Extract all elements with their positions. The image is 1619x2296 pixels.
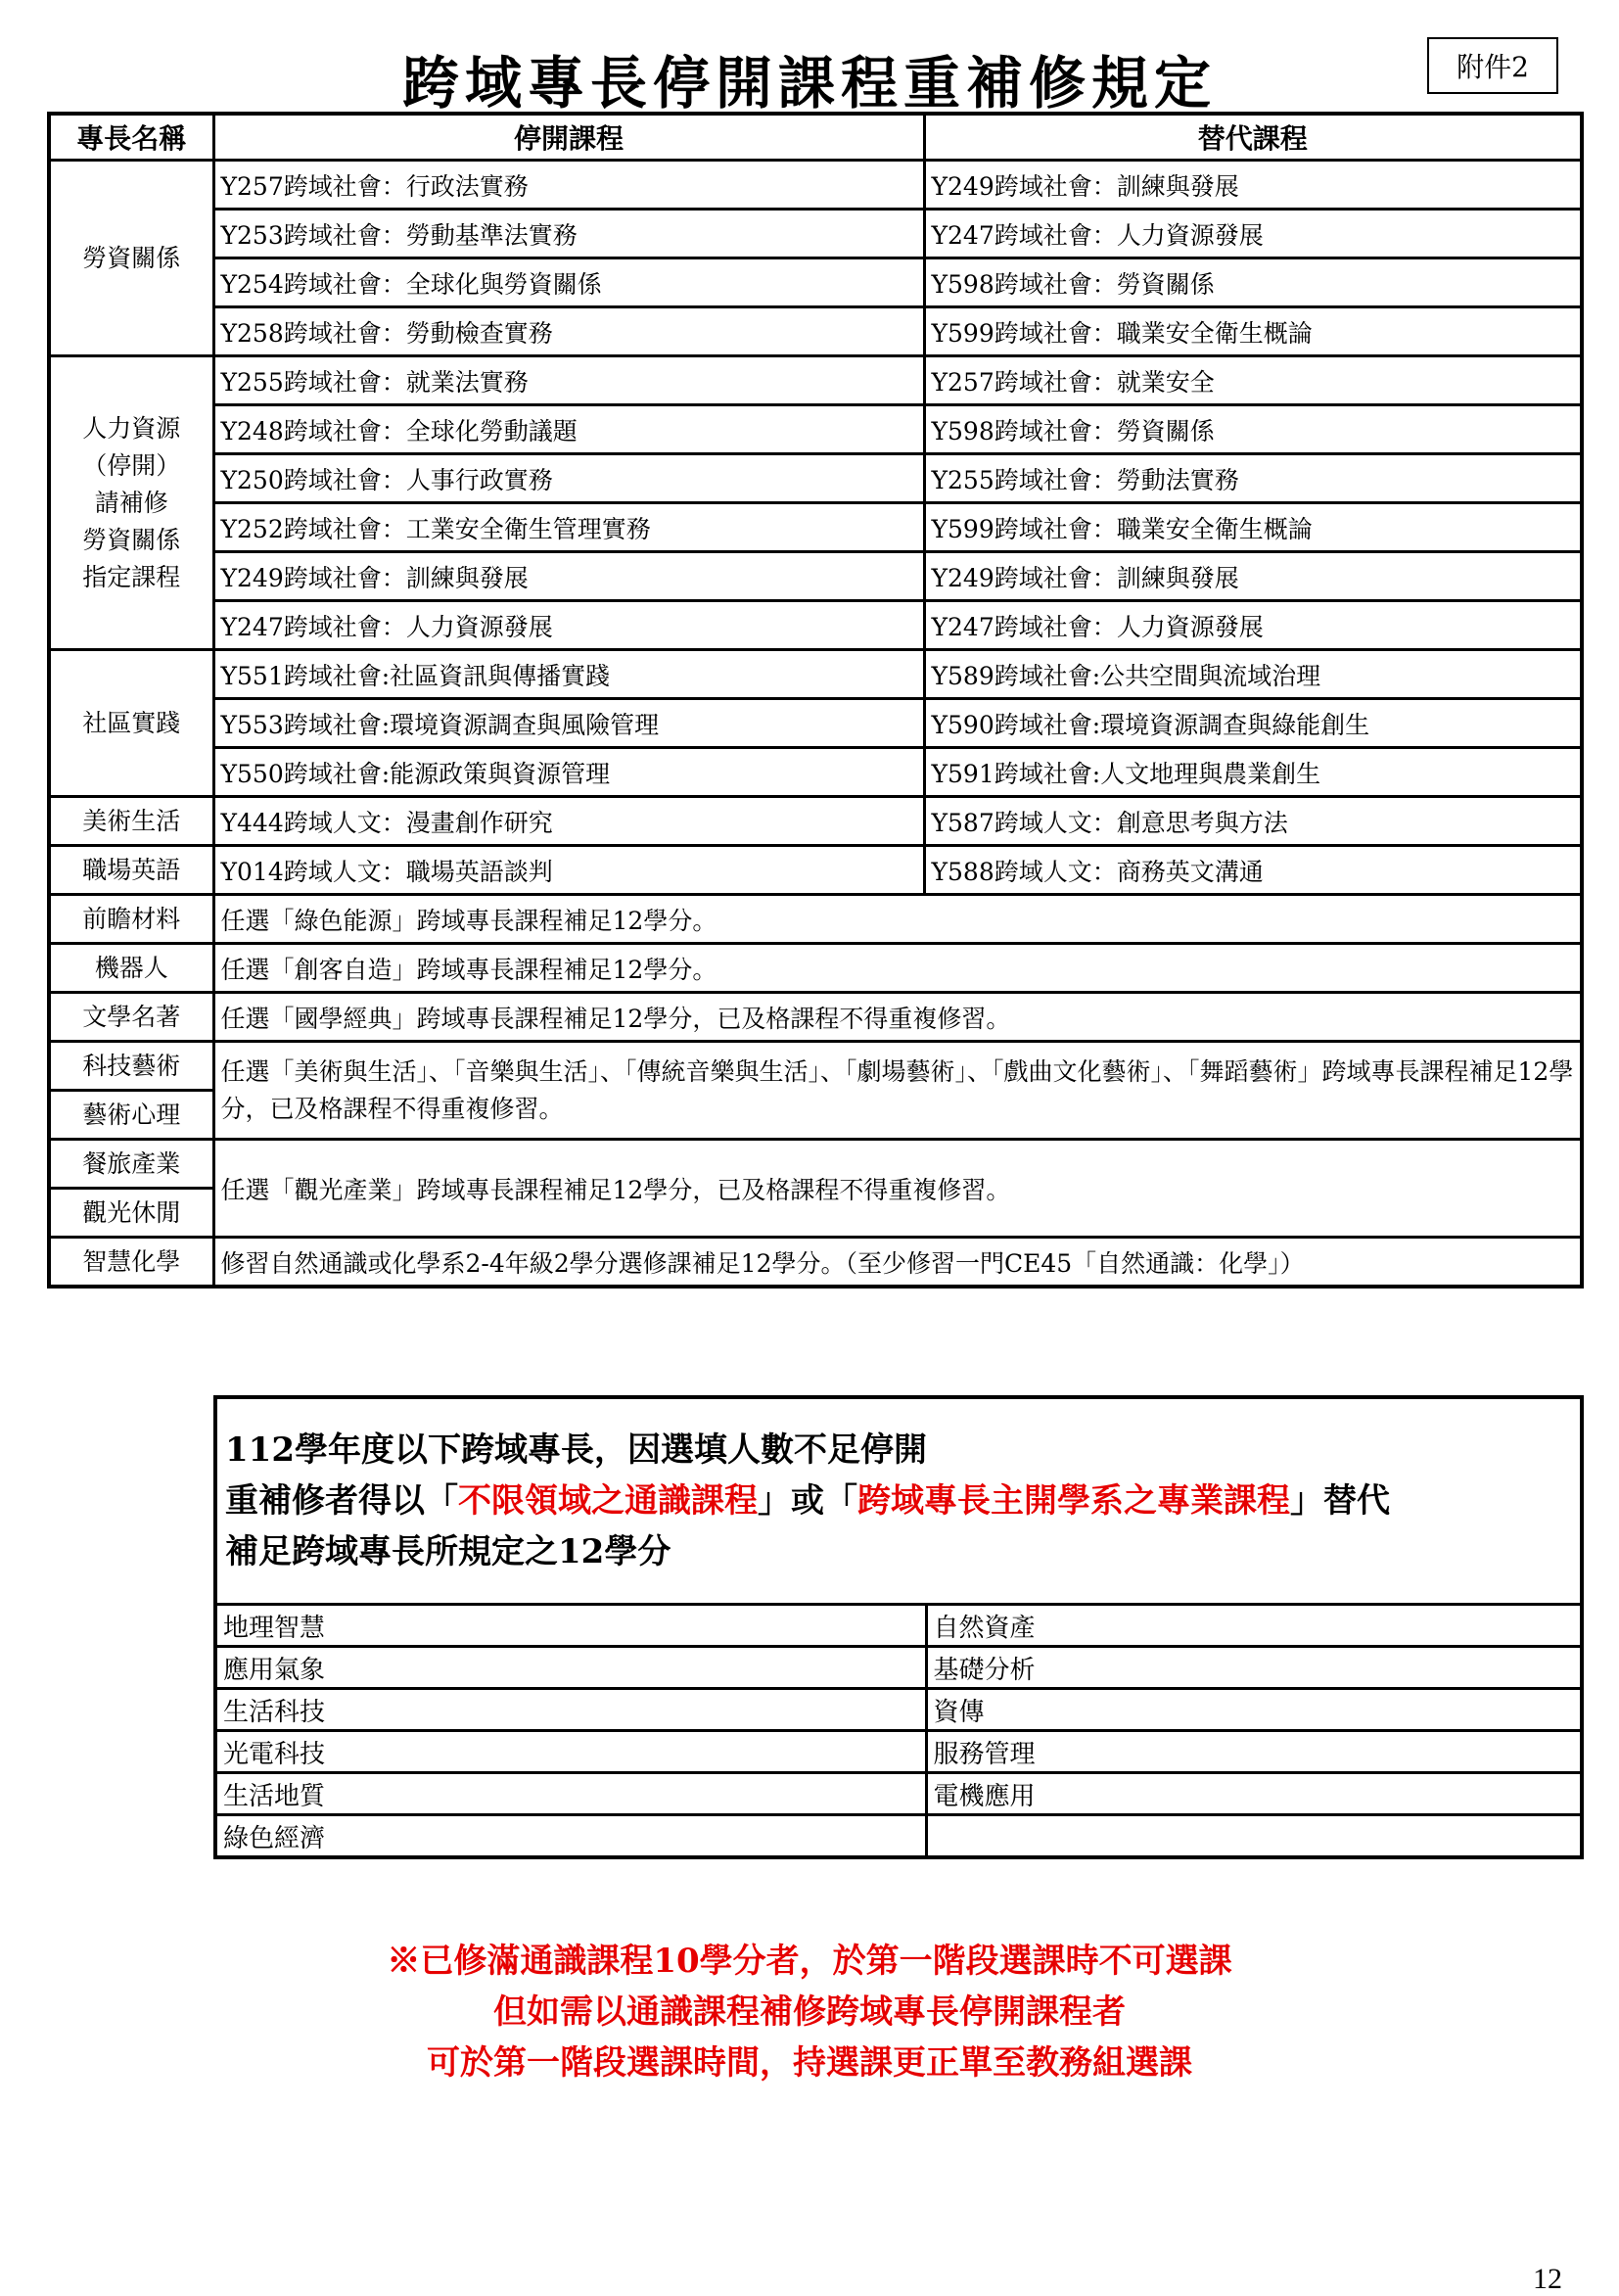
table-row	[49, 699, 1582, 748]
table-row	[49, 797, 1582, 846]
suspended-course: Y247跨域社會：人力資源發展	[213, 601, 924, 650]
specialty-name	[49, 356, 213, 650]
suspended-course: Y255跨域社會：就業法實務	[213, 356, 924, 405]
substitute-course: Y247跨域社會：人力資源發展	[924, 210, 1582, 258]
specialty-name: 機器人	[49, 944, 213, 993]
table-row	[49, 1140, 1582, 1189]
rule-text: 修習自然通識或化學系2-4年級2學分選修課補足12學分。（至少修習一門CE45「自然通識：化學」）	[213, 1238, 1582, 1288]
suspended-course: Y014跨域人文：職場英語談判	[213, 846, 924, 895]
suspended-course: Y444跨域人文：漫畫創作研究	[213, 797, 924, 846]
table-row	[49, 650, 1582, 699]
substitute-course: Y590跨域社會:環境資源調查與綠能創生	[924, 699, 1582, 748]
specialty-name: 文學名著	[49, 993, 213, 1042]
substitute-course: Y247跨域社會：人力資源發展	[924, 601, 1582, 650]
footer-note	[0, 1936, 1619, 2088]
course-table	[47, 112, 1584, 1289]
footer-note-line: ※已修滿通識課程10學分者，於第一階段選課時不可選課	[387, 1942, 1232, 1981]
suspended-course: Y257跨域社會：行政法實務	[213, 161, 924, 210]
rule-text: 任選「綠色能源」跨域專長課程補足12學分。	[213, 895, 1582, 944]
page-number: 12	[1533, 2263, 1562, 2295]
specialty-item: 自然資產	[926, 1605, 1582, 1647]
specialty-name-line: 指定課程	[82, 562, 181, 591]
suspended-course: Y553跨域社會:環境資源調查與風險管理	[213, 699, 924, 748]
table-row	[49, 1238, 1582, 1288]
notice-row	[215, 1647, 1582, 1689]
specialty-name-line: 人力資源	[82, 413, 181, 443]
substitute-course: Y599跨域社會：職業安全衛生概論	[924, 307, 1582, 356]
notice-line	[225, 1476, 1572, 1526]
substitute-course: Y589跨域社會:公共空間與流域治理	[924, 650, 1582, 699]
specialty-item: 地理智慧	[215, 1605, 926, 1647]
suspended-course: Y248跨域社會：全球化勞動議題	[213, 405, 924, 454]
suspended-course: Y252跨域社會：工業安全衛生管理實務	[213, 503, 924, 552]
table-row	[49, 944, 1582, 993]
table-row	[49, 454, 1582, 503]
specialty-name: 美術生活	[49, 797, 213, 846]
specialty-name: 前瞻材料	[49, 895, 213, 944]
notice-fragment: 」或「	[758, 1481, 857, 1521]
notice-text	[215, 1397, 1582, 1605]
specialty-item: 生活科技	[215, 1689, 926, 1731]
notice-row	[215, 1773, 1582, 1815]
table-row	[49, 993, 1582, 1042]
notice-header-row	[215, 1397, 1582, 1605]
specialty-name: 社區實踐	[49, 650, 213, 797]
specialty-name-line: （停開）	[82, 450, 181, 480]
specialty-item: 光電科技	[215, 1731, 926, 1773]
specialty-item: 綠色經濟	[215, 1815, 926, 1858]
footer-note-line: 可於第一階段選課時間，持選課更正單至教務組選課	[427, 2043, 1192, 2083]
notice-table	[213, 1395, 1584, 1859]
suspended-course: Y249跨域社會：訓練與發展	[213, 552, 924, 601]
specialty-name-line: 請補修	[94, 488, 168, 517]
specialty-name: 職場英語	[49, 846, 213, 895]
specialty-item: 應用氣象	[215, 1647, 926, 1689]
suspended-course: Y254跨域社會：全球化與勞資關係	[213, 258, 924, 307]
suspended-course: Y258跨域社會：勞動檢查實務	[213, 307, 924, 356]
notice-highlight: 跨域專長主開學系之專業課程	[857, 1481, 1290, 1521]
table-row	[49, 601, 1582, 650]
suspended-course: Y250跨域社會：人事行政實務	[213, 454, 924, 503]
rule-text: 任選「美術與生活」、「音樂與生活」、「傳統音樂與生活」、「劇場藝術」、「戲曲文化藝術」、「舞蹈藝術」跨域專長課程補足12學分，已及格課程不得重複修習。	[213, 1042, 1582, 1140]
table-row	[49, 356, 1582, 405]
specialty-name-line: 勞資關係	[82, 525, 181, 554]
suspended-course: Y253跨域社會：勞動基準法實務	[213, 210, 924, 258]
notice-highlight: 不限領域之通識課程	[458, 1481, 758, 1521]
substitute-course: Y598跨域社會：勞資關係	[924, 258, 1582, 307]
header-suspended-course: 停開課程	[213, 114, 924, 161]
substitute-course: Y249跨域社會：訓練與發展	[924, 552, 1582, 601]
substitute-course: Y587跨域人文：創意思考與方法	[924, 797, 1582, 846]
notice-line: 112學年度以下跨域專長，因選填人數不足停開	[225, 1430, 927, 1470]
specialty-item: 生活地質	[215, 1773, 926, 1815]
suspended-course: Y550跨域社會:能源政策與資源管理	[213, 748, 924, 797]
header-substitute-course: 替代課程	[924, 114, 1582, 161]
attachment-label: 附件2	[1427, 37, 1558, 94]
specialty-name: 智慧化學	[49, 1238, 213, 1288]
notice-row	[215, 1689, 1582, 1731]
table-row	[49, 503, 1582, 552]
table-row	[49, 895, 1582, 944]
table-row	[49, 748, 1582, 797]
substitute-course: Y588跨域人文：商務英文溝通	[924, 846, 1582, 895]
rule-text: 任選「國學經典」跨域專長課程補足12學分，已及格課程不得重複修習。	[213, 993, 1582, 1042]
specialty-item: 資傳	[926, 1689, 1582, 1731]
table-row	[49, 161, 1582, 210]
notice-fragment: 」替代	[1290, 1481, 1390, 1521]
table-row	[49, 1042, 1582, 1091]
header-specialty: 專長名稱	[49, 114, 213, 161]
table-row	[49, 846, 1582, 895]
specialty-name: 藝術心理	[49, 1091, 213, 1140]
notice-row	[215, 1605, 1582, 1647]
notice-line: 補足跨域專長所規定之12學分	[225, 1532, 671, 1571]
footer-note-line: 但如需以通識課程補修跨域專長停開課程者	[493, 1992, 1126, 2032]
page-title: 跨域專長停開課程重補修規定	[401, 50, 1217, 117]
notice-row	[215, 1731, 1582, 1773]
rule-text: 任選「觀光產業」跨域專長課程補足12學分，已及格課程不得重複修習。	[213, 1140, 1582, 1238]
specialty-item: 服務管理	[926, 1731, 1582, 1773]
specialty-name: 餐旅產業	[49, 1140, 213, 1189]
table-row	[49, 405, 1582, 454]
substitute-course: Y255跨域社會：勞動法實務	[924, 454, 1582, 503]
notice-fragment: 重補修者得以「	[225, 1481, 458, 1521]
suspended-course: Y551跨域社會:社區資訊與傳播實踐	[213, 650, 924, 699]
substitute-course: Y599跨域社會：職業安全衛生概論	[924, 503, 1582, 552]
table-row	[49, 307, 1582, 356]
specialty-item: 電機應用	[926, 1773, 1582, 1815]
rule-text: 任選「創客自造」跨域專長課程補足12學分。	[213, 944, 1582, 993]
table-header-row	[49, 114, 1582, 161]
specialty-item	[926, 1815, 1582, 1858]
specialty-name: 科技藝術	[49, 1042, 213, 1091]
table-row	[49, 258, 1582, 307]
table-row	[49, 552, 1582, 601]
substitute-course: Y598跨域社會：勞資關係	[924, 405, 1582, 454]
substitute-course: Y591跨域社會:人文地理與農業創生	[924, 748, 1582, 797]
specialty-name: 觀光休閒	[49, 1189, 213, 1238]
table-row	[49, 210, 1582, 258]
substitute-course: Y249跨域社會：訓練與發展	[924, 161, 1582, 210]
substitute-course: Y257跨域社會：就業安全	[924, 356, 1582, 405]
notice-row	[215, 1815, 1582, 1858]
specialty-item: 基礎分析	[926, 1647, 1582, 1689]
specialty-name: 勞資關係	[49, 161, 213, 356]
